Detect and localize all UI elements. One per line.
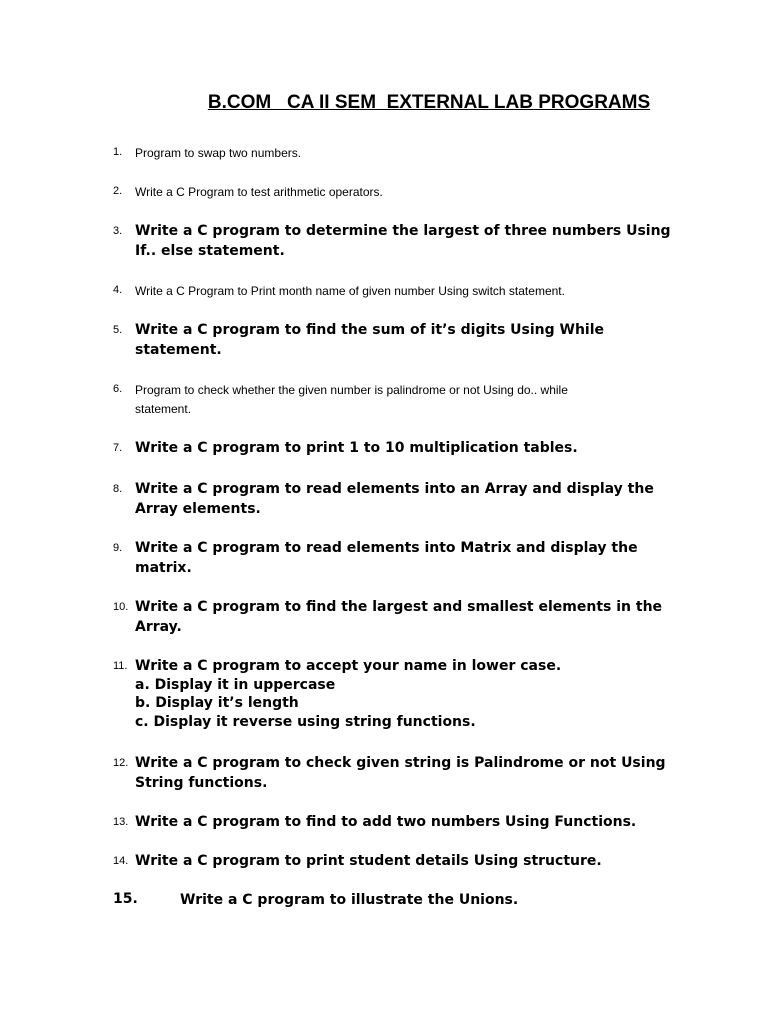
page-title: B.COM CA II SEM EXTERNAL LAB PROGRAMS [207, 92, 651, 113]
item-text: Write a C program to illustrate the Unions. [180, 892, 519, 908]
item-number: 1. [113, 146, 123, 158]
list-item [113, 754, 673, 793]
list-item [113, 439, 673, 459]
list-item [113, 222, 673, 261]
item-number: 10. [113, 601, 129, 613]
item-text: Program to check whether the given number is palindrome or not Using do.. while statement. [135, 383, 568, 416]
item-number: 14. [113, 855, 129, 867]
list-item [113, 852, 673, 872]
item-number: 12. [113, 757, 129, 769]
list-item [113, 321, 673, 360]
item-number: 11. [113, 660, 128, 672]
list-item [113, 539, 673, 578]
item-text: Write a C program to find the sum of it’s digits Using While statement. [135, 322, 605, 358]
item-text: Write a C program to determine the largest of three numbers Using If.. else statement. [135, 223, 671, 259]
item-text: Write a C program to read elements into an Array and display the Array elements. [135, 481, 654, 517]
item-text: Write a C program to find to add two numbers Using Functions. [135, 814, 637, 830]
list-item [113, 813, 673, 833]
list-item [113, 598, 673, 637]
item-number: 15. [113, 891, 138, 907]
item-text: Write a C program to accept your name in lower case. a. Display it in uppercase b. Display it’s length c. Display it reverse using string functions. [135, 658, 562, 730]
item-number: 8. [113, 483, 123, 495]
item-number: 13. [113, 816, 129, 828]
item-text: Write a C program to print student details Using structure. [135, 853, 602, 869]
item-text: Program to swap two numbers. [135, 146, 302, 160]
list-item [113, 282, 673, 301]
item-number: 3. [113, 225, 123, 237]
item-text: Write a C program to read elements into Matrix and display the matrix. [135, 540, 638, 576]
list-item [113, 657, 673, 731]
item-number: 2. [113, 185, 123, 197]
item-text: Write a C program to find the largest and smallest elements in the Array. [135, 599, 663, 635]
list-item [113, 381, 673, 419]
item-number: 5. [113, 324, 123, 336]
item-number: 6. [113, 383, 123, 395]
list-item [113, 480, 673, 519]
item-text: Write a C Program to Print month name of given number Using switch statement. [135, 284, 565, 298]
item-number: 4. [113, 284, 123, 296]
list-item [113, 144, 673, 163]
item-number: 9. [113, 542, 123, 554]
list-item [113, 891, 673, 911]
item-text: Write a C program to check given string is Palindrome or not Using String functions. [135, 755, 666, 791]
item-text: Write a C Program to test arithmetic operators. [135, 185, 383, 199]
item-text: Write a C program to print 1 to 10 multiplication tables. [135, 440, 578, 456]
item-number: 7. [113, 442, 123, 454]
list-item [113, 183, 673, 202]
